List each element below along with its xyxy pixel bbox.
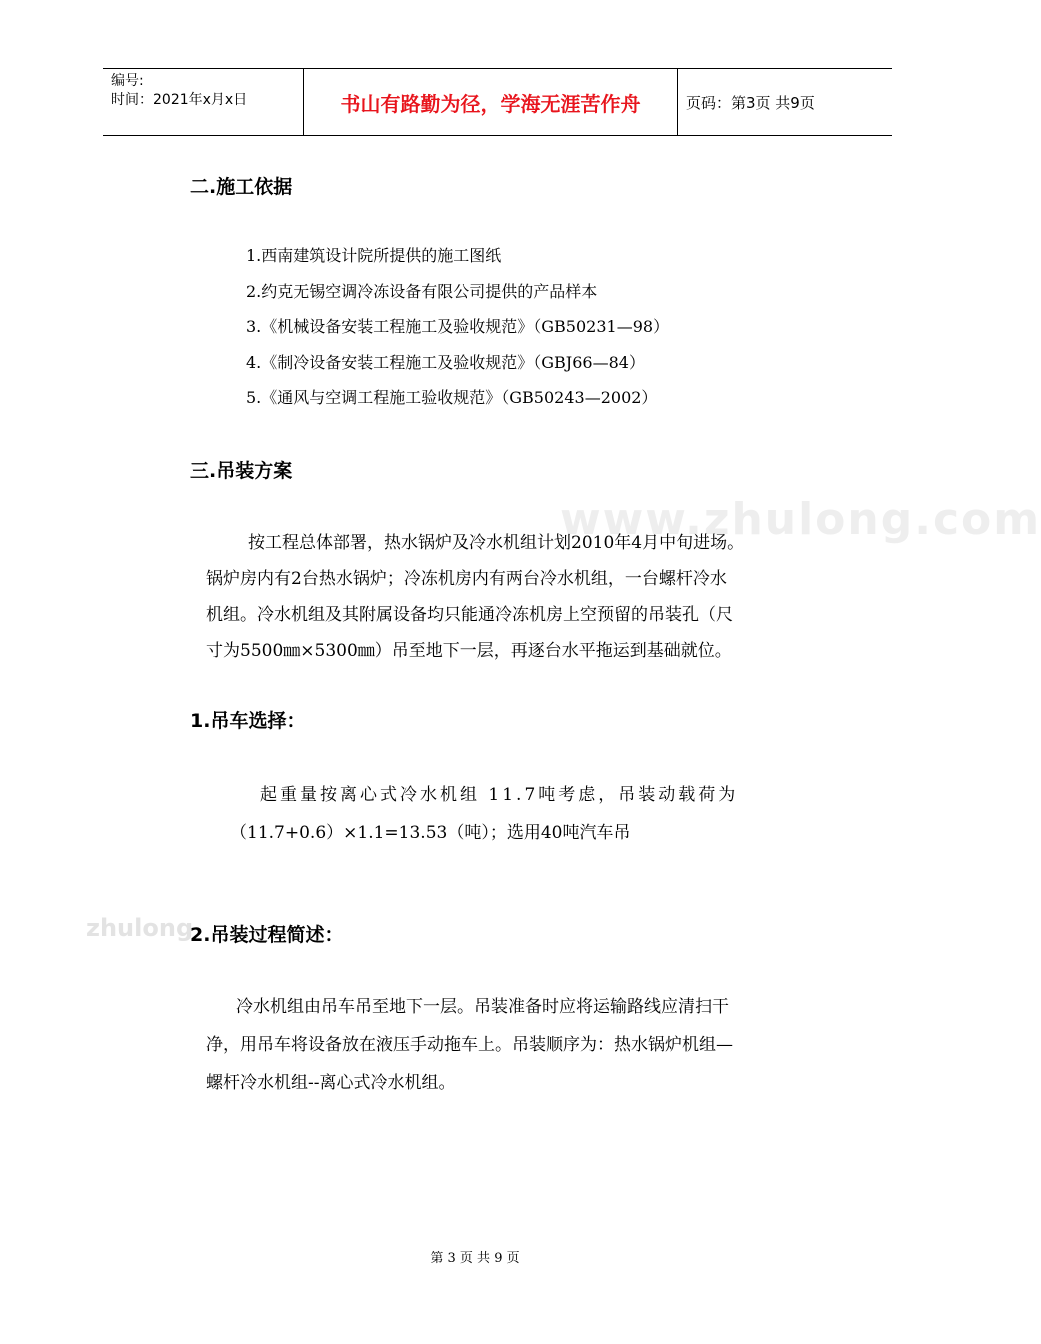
section-3-paragraph bbox=[206, 525, 816, 669]
list-item: 2.约克无锡空调冷冻设备有限公司提供的产品样本 bbox=[246, 281, 598, 301]
document-date: 时间：2021年x月x日 bbox=[111, 92, 248, 108]
list-item: 1.西南建筑设计院所提供的施工图纸 bbox=[246, 246, 502, 265]
paragraph-line: 净，用吊车将设备放在液压手动拖车上。吊装顺序为：热水锅炉机组— bbox=[206, 1035, 733, 1055]
watermark-main: www.zhulong.com bbox=[560, 494, 1041, 545]
process-paragraph bbox=[206, 988, 816, 1102]
header-meta bbox=[103, 69, 304, 135]
basis-list bbox=[246, 244, 669, 422]
page-footer: 第 3 页 共 9 页 bbox=[430, 1251, 520, 1266]
paragraph-line: 锅炉房内有2台热水锅炉；冷冻机房内有两台冷水机组，一台螺杆冷水 bbox=[206, 569, 727, 589]
crane-selection-title: 1.吊车选择： bbox=[190, 710, 306, 732]
paragraph-line: （11.7+0.6）×1.1=13.53（吨）；选用40吨汽车吊 bbox=[230, 823, 631, 843]
paragraph-line: 起重量按离心式冷水机组 11.7吨考虑，吊装动载荷为 bbox=[260, 785, 739, 805]
paragraph-line: 按工程总体部署，热水锅炉及冷水机组计划2010年4月中旬进场。 bbox=[248, 533, 745, 553]
list-item: 3.《机械设备安装工程施工及验收规范》（GB50231—98） bbox=[246, 317, 670, 336]
paragraph-line: 机组。冷水机组及其附属设备均只能通冷冻机房上空预留的吊装孔（尺 bbox=[206, 605, 733, 625]
paragraph-line: 冷水机组由吊车吊至地下一层。吊装准备时应将运输路线应清扫干 bbox=[236, 997, 729, 1017]
process-title: 2.吊装过程简述： bbox=[190, 924, 344, 946]
crane-selection-paragraph bbox=[230, 776, 840, 852]
document-number-label: 编号: bbox=[111, 73, 144, 89]
paragraph-line: 寸为5500㎜×5300㎜）吊至地下一层，再逐台水平拖运到基础就位。 bbox=[206, 641, 732, 661]
list-item: 4.《制冷设备安装工程施工及验收规范》（GBJ66—84） bbox=[246, 352, 645, 372]
header-page-info: 页码：第3页 共9页 bbox=[686, 93, 815, 112]
section-3-title: 三.吊装方案 bbox=[190, 460, 293, 482]
section-2-title: 二.施工依据 bbox=[190, 176, 293, 198]
page-header bbox=[103, 68, 892, 136]
header-motto: 书山有路勤为径，学海无涯苦作舟 bbox=[304, 69, 678, 135]
list-item: 5.《通风与空调工程施工验收规范》（GB50243—2002） bbox=[246, 388, 658, 407]
watermark-side: zhulong bbox=[86, 914, 194, 942]
paragraph-line: 螺杆冷水机组--离心式冷水机组。 bbox=[206, 1073, 456, 1093]
